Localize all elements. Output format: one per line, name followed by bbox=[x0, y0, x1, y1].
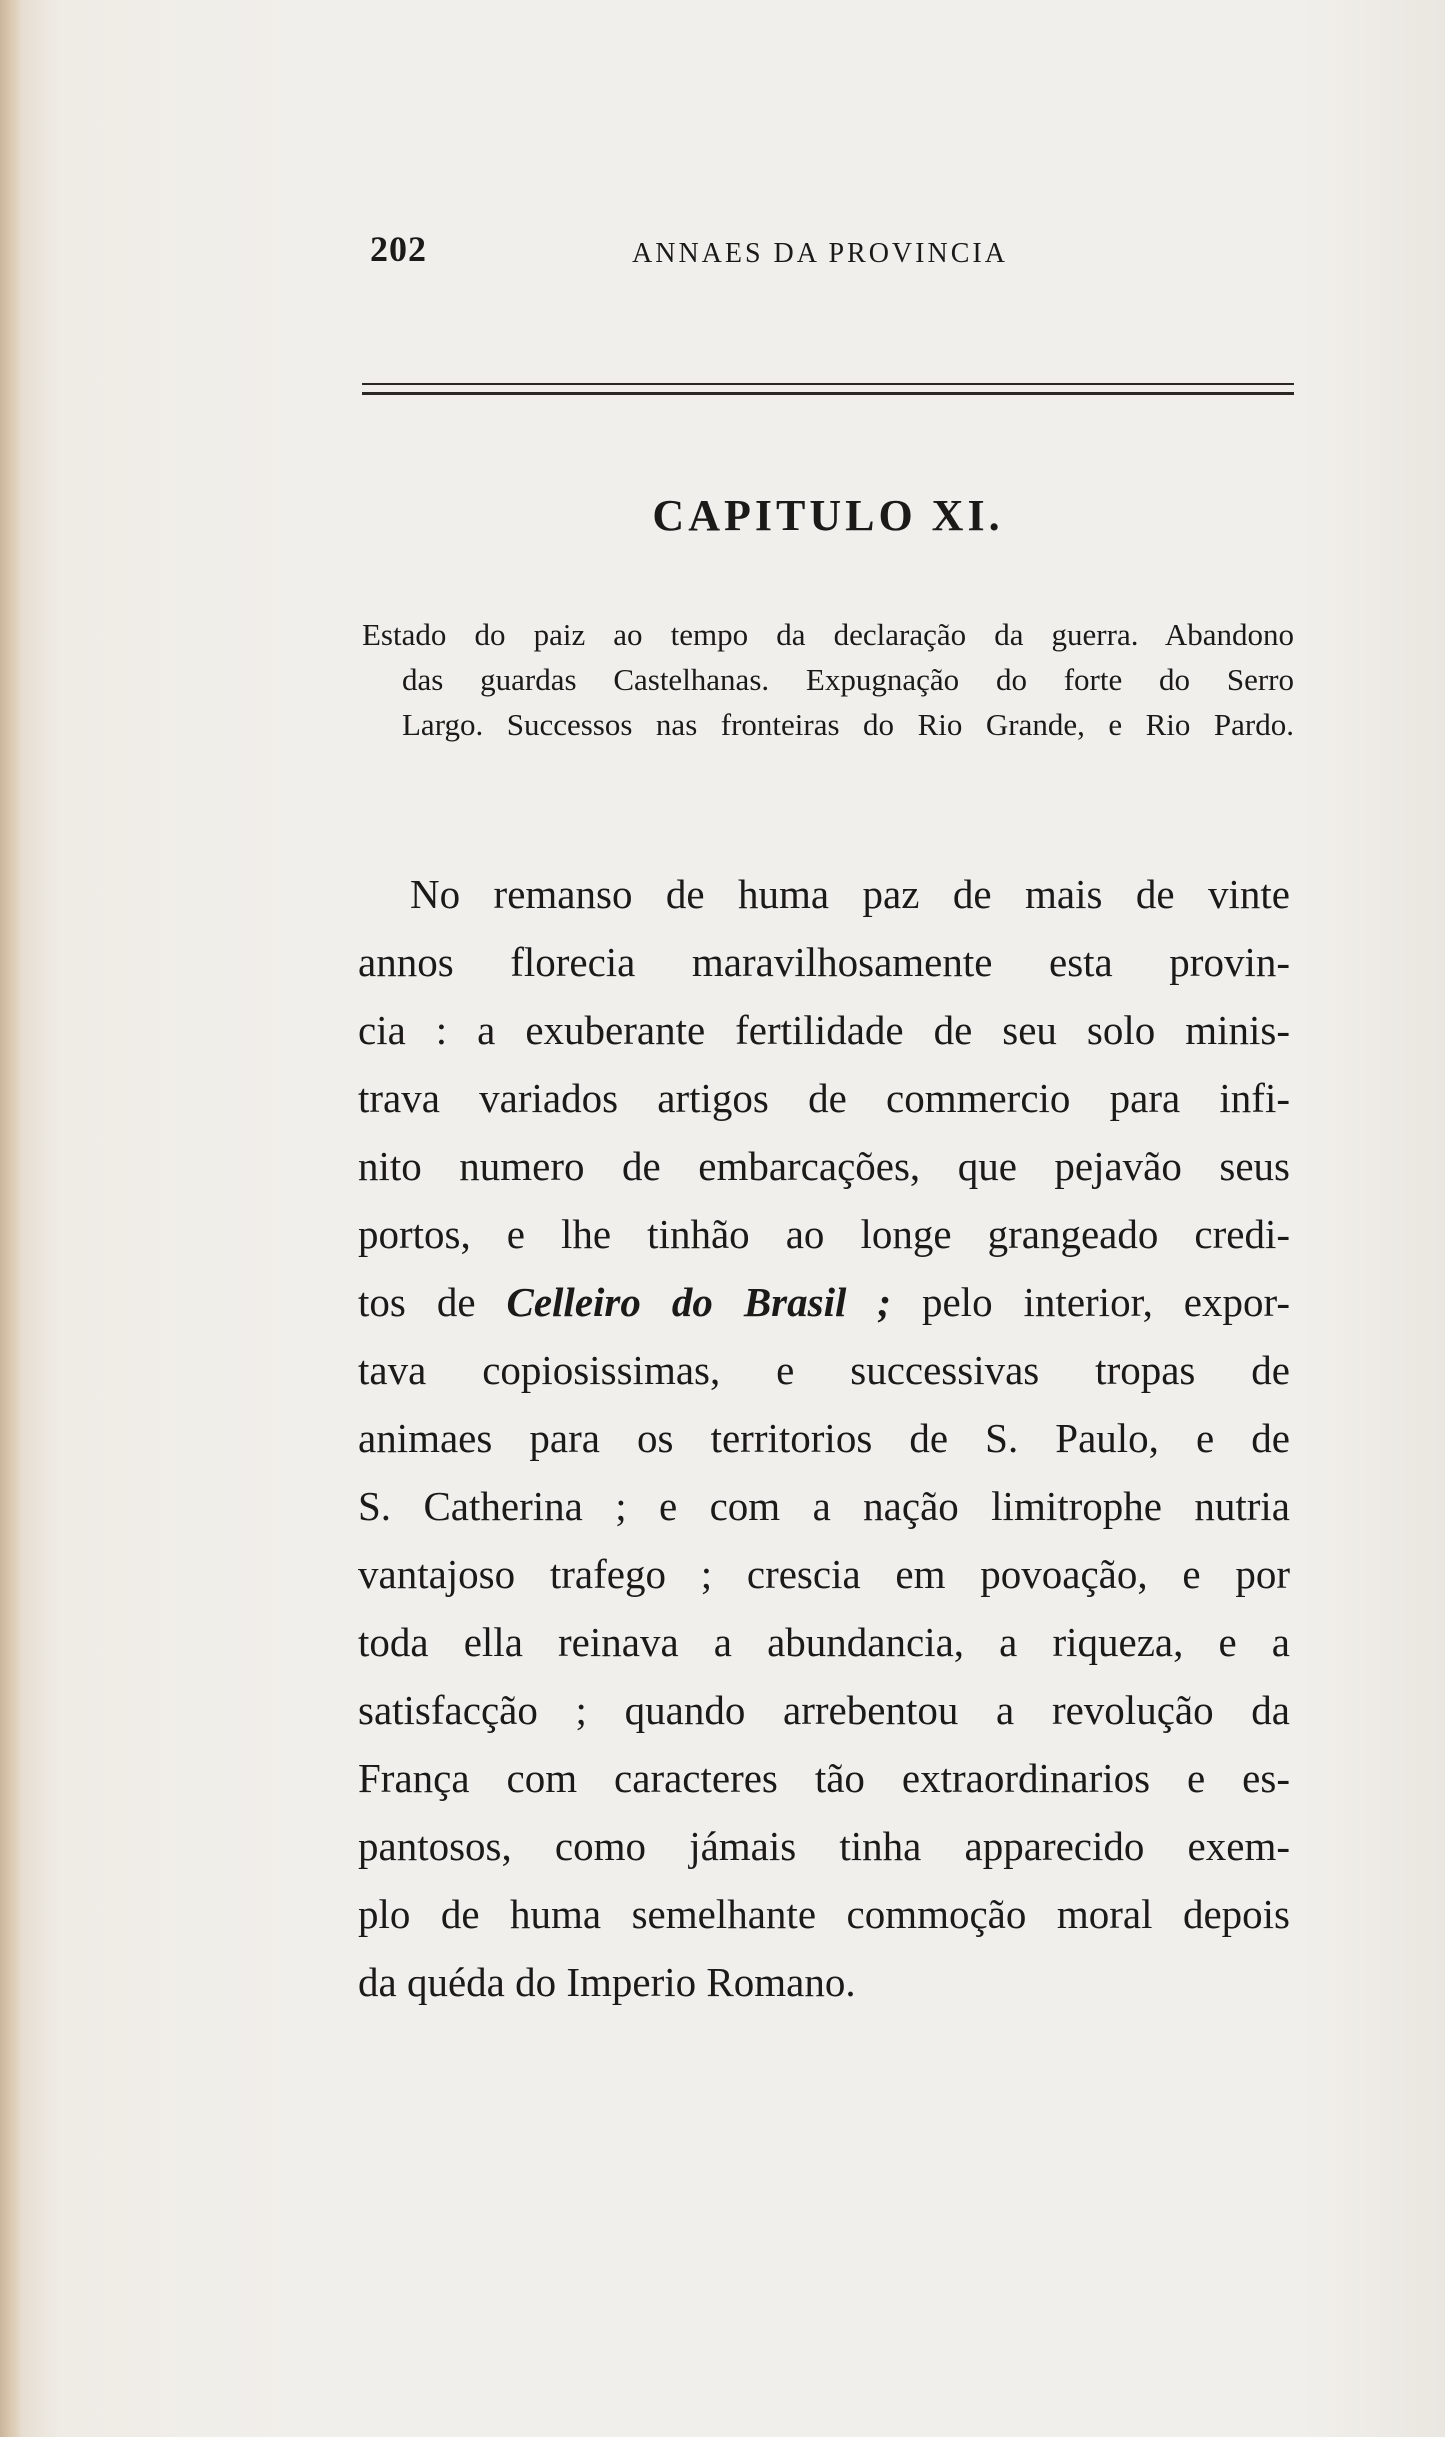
page-number: 202 bbox=[370, 229, 427, 269]
text-line: França com caracteres tão extraordinarios e es- bbox=[358, 1755, 1290, 1801]
text-line: satisfacção ; quando arrebentou a revolução da bbox=[358, 1687, 1290, 1733]
text-line: cia : a exuberante fertilidade de seu solo minis- bbox=[358, 1007, 1290, 1053]
chapter-title: CAPITULO XI. bbox=[652, 491, 1004, 540]
text-line: pantosos, como jámais tinha apparecido exem- bbox=[358, 1823, 1290, 1869]
text-fragment: tos de bbox=[358, 1279, 507, 1325]
text-line: annos florecia maravilhosamente esta provin- bbox=[358, 939, 1290, 985]
text-line: toda ella reinava a abundancia, a riqueza, e a bbox=[358, 1619, 1290, 1665]
summary-line: Largo. Successos nas fronteiras do Rio Grande, e Rio Pardo. bbox=[402, 707, 1294, 742]
running-header bbox=[370, 228, 1300, 278]
header-rule-thick bbox=[362, 392, 1294, 395]
text-line: tava copiosissimas, e successivas tropas de bbox=[358, 1347, 1290, 1393]
page-binding-edge bbox=[0, 0, 22, 2437]
header-rule-thin bbox=[362, 383, 1294, 385]
text-line: No remanso de huma paz de mais de vinte bbox=[410, 871, 1290, 917]
chapter-summary bbox=[362, 612, 1294, 747]
italic-phrase: Celleiro do Brasil ; bbox=[506, 1279, 891, 1325]
running-title: ANNAES DA PROVINCIA bbox=[632, 238, 1008, 269]
summary-line: Estado do paiz ao tempo da declaração da guerra. Abandono bbox=[362, 617, 1294, 652]
text-line: vantajoso trafego ; crescia em povoação, e por bbox=[358, 1551, 1290, 1597]
text-line: plo de huma semelhante commoção moral depois bbox=[358, 1891, 1290, 1937]
text-line: S. Catherina ; e com a nação limitrophe nutria bbox=[358, 1483, 1290, 1529]
text-fragment: pelo interior, expor- bbox=[891, 1279, 1290, 1325]
body-paragraph bbox=[358, 860, 1290, 2016]
text-line bbox=[358, 1268, 1290, 1336]
summary-line: das guardas Castelhanas. Expugnação do forte do Serro bbox=[402, 662, 1294, 697]
text-line: nito numero de embarcações, que pejavão seus bbox=[358, 1143, 1290, 1189]
text-line: da quéda do Imperio Romano. bbox=[358, 1959, 856, 2005]
text-line: animaes para os territorios de S. Paulo, e de bbox=[358, 1415, 1290, 1461]
text-line: portos, e lhe tinhão ao longe grangeado credi- bbox=[358, 1211, 1290, 1257]
text-line: trava variados artigos de commercio para infi- bbox=[358, 1075, 1290, 1121]
